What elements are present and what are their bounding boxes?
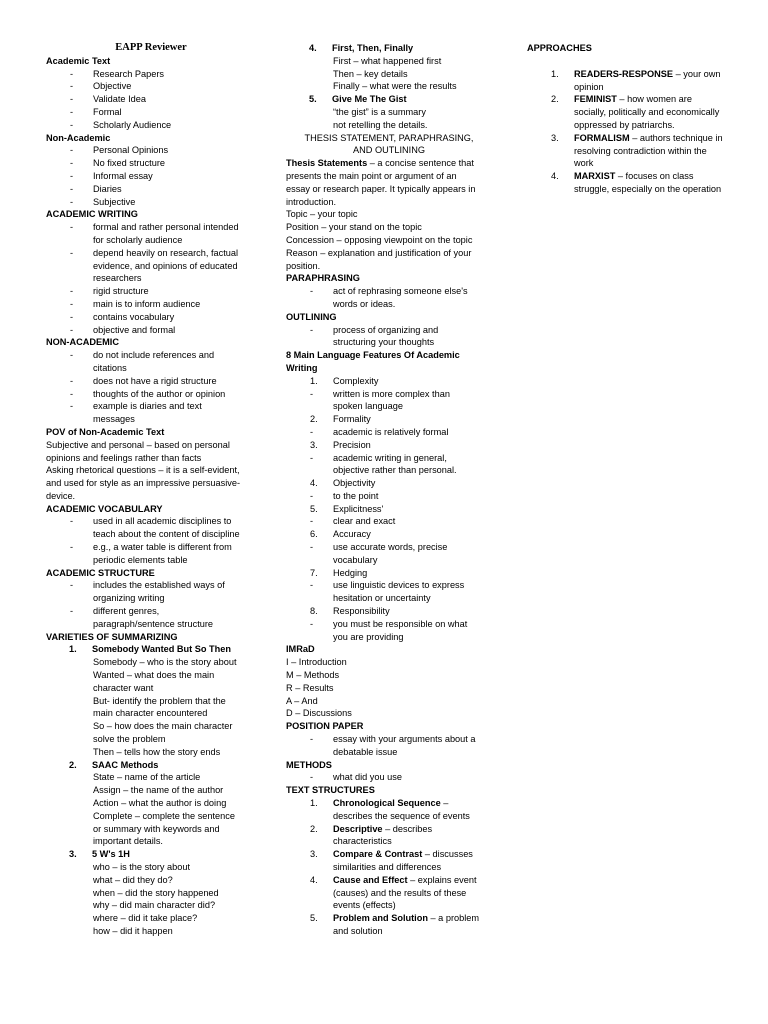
sub-line: when – did the story happened [93,887,219,898]
feature-item [286,605,482,618]
item-title: First, Then, Finally [332,43,414,53]
feature-description: - use accurate words, precise vocabulary [286,541,482,567]
item-number: 1. [69,644,77,655]
item-title: 5 W's 1H [92,849,130,860]
feature-name: Complexity [333,375,379,386]
thesis-line: Position – your stand on the topic [286,222,422,233]
imrad-line: R – Results [286,682,334,693]
item-number: 3. [551,132,559,143]
item-number: 4. [551,171,559,182]
heading-academic-text: Academic Text [46,55,111,66]
feature-name: Explicitness' [333,503,384,514]
heading-paraphrasing: PARAPHRASING [286,273,360,284]
structure-term: Compare & Contrast [333,849,423,860]
list-item: - Research Papers [46,68,242,81]
sub-line: Then – tells how the story ends [93,746,221,757]
approach-description: – your own opinion [574,68,721,92]
heading-academic-structure: ACADEMIC STRUCTURE [46,567,155,578]
item-number: 3. [310,849,318,860]
structure-description: – describes the sequence of events [333,798,470,821]
heading-language-features: 8 Main Language Features Of Academic Writing [286,350,460,373]
feature-name: Responsibility [333,606,390,617]
numbered-item [286,42,482,55]
feature-description: - academic writing in general, objective rather than personal. [286,452,482,478]
list-item: - No fixed structure [46,157,242,170]
numbered-item [46,643,242,656]
sub-line: Wanted – what does the main character want [93,670,215,693]
list-item: - essay with your arguments about a debatable issue [286,733,482,759]
sub-line: But- identify the problem that the main character encountered [93,695,226,719]
structure-term: Cause and Effect [333,874,408,885]
list-item: - contains vocabulary [46,311,242,324]
imrad-line: A – And [286,695,318,706]
heading-pov: POV of Non-Academic Text [46,426,165,437]
feature-name: Objectivity [333,478,376,489]
approach-item [527,132,723,170]
heading-approaches: APPROACHES [527,43,592,53]
imrad-line: D – Discussions [286,708,352,719]
list-item: - Validate Idea [46,93,242,106]
numbered-item [286,93,482,106]
list-item: - different genres, paragraph/sentence structure [46,605,242,631]
structure-description: – discusses similarities and differences [333,849,473,872]
item-number: 5. [310,913,318,924]
imrad-line: M – Methods [286,670,340,681]
item-number: 6. [310,529,318,540]
item-title: Give Me The Gist [332,94,407,105]
structure-description: – explains event (causes) and the results of these events (effects) [333,874,477,911]
item-title: SAAC Methods [92,759,159,770]
thesis-line: Reason – explanation and justification of your position. [286,247,472,271]
list-item: - objective and formal [46,324,242,337]
spacer [527,55,723,68]
list-item: - Formal [46,106,242,119]
section-heading-thesis: THESIS STATEMENT, PARAPHRASING, AND OUTLINING [304,132,474,156]
structure-description: – a problem and solution [333,913,480,936]
list-item: - Personal Opinions [46,144,242,157]
sub-line: Assign – the name of the author [93,785,224,796]
item-number: 3. [310,439,318,450]
approach-description: – focuses on class struggle, especially on the operation [574,171,722,194]
list-item: - Scholarly Audience [46,119,242,132]
item-number: 2. [310,823,318,834]
heading-outlining: OUTLINING [286,311,337,322]
list-item: - process of organizing and structuring your thoughts [286,324,482,350]
column-2 [286,42,482,938]
item-number: 5. [310,503,318,514]
sub-line: how – did it happen [93,925,173,936]
sub-line: Complete – complete the sentence or summary with keywords and important details. [93,810,235,847]
sub-line: State – name of the article [93,772,201,783]
sub-line: First – what happened first [333,55,442,66]
item-number: 7. [310,567,318,578]
approach-description: – authors technique in resolving contradiction within the work [574,132,723,169]
list-item: - thoughts of the author or opinion [46,388,242,401]
structure-item [286,912,482,938]
thesis-definition: – a concise sentence that presents the main point or argument of an essay or research paper. It typically appears in introduction. [286,158,476,207]
item-number: 2. [310,414,318,425]
feature-name: Hedging [333,567,368,578]
list-item: - what did you use [286,771,482,784]
feature-item [286,375,482,388]
feature-description: - you must be responsible on what you are providing [286,618,482,644]
list-item: - example is diaries and text messages [46,400,242,426]
list-item: - does not have a rigid structure [46,375,242,388]
numbered-item [46,759,242,772]
item-title: Somebody Wanted But So Then [92,644,232,655]
heading-academic-vocabulary: ACADEMIC VOCABULARY [46,503,163,514]
approach-term: FEMINIST [574,94,617,105]
item-number: 8. [310,606,318,617]
structure-term: Chronological Sequence [333,798,441,809]
sub-line: Finally – what were the results [333,81,457,92]
structure-term: Descriptive [333,823,383,834]
sub-line: Somebody – who is the story about [93,657,237,668]
structure-item [286,874,482,912]
list-item: - rigid structure [46,285,242,298]
approach-item [527,93,723,131]
item-number: 2. [551,94,559,105]
item-number: 4. [309,43,317,53]
item-number: 2. [69,759,77,770]
list-item: - includes the established ways of organizing writing [46,579,242,605]
list-item: - Informal essay [46,170,242,183]
paragraph: Asking rhetorical questions – it is a self-evident, and used for style as an impressive persuasive-device. [46,465,241,501]
feature-item [286,503,482,516]
item-number: 3. [69,849,77,860]
feature-name: Accuracy [333,529,371,540]
list-item: - used in all academic disciplines to teach about the content of discipline [46,515,242,541]
heading-non-academic-caps: NON-ACADEMIC [46,337,119,348]
approach-item [527,68,723,94]
list-item: - Diaries [46,183,242,196]
item-number: 4. [310,478,318,489]
item-number: 5. [309,94,317,105]
sub-line: So – how does the main character solve the problem [93,721,233,745]
approach-item [527,170,723,196]
column-1 [46,42,242,938]
paragraph: Subjective and personal – based on personal opinions and feelings rather than facts [46,439,230,463]
thesis-term: Thesis Statements [286,158,368,169]
approach-term: READERS-RESPONSE [574,68,674,79]
sub-line: Then – key details [333,68,408,79]
heading-text-structures: TEXT STRUCTURES [286,785,375,796]
list-item: - depend heavily on research, factual evidence, and opinions of educated researchers [46,247,242,285]
heading-methods: METHODS [286,759,332,770]
sub-line: why – did main character did? [93,900,216,911]
list-item: - e.g., a water table is different from periodic elements table [46,541,242,567]
heading-imrad: IMRaD [286,644,315,655]
sub-line: what – did they do? [93,874,173,885]
feature-name: Precision [333,439,371,450]
column-3 [527,42,723,196]
list-item: - do not include references and citations [46,349,242,375]
sub-line: where – did it take place? [93,913,198,924]
list-item: - Subjective [46,196,242,209]
list-item: - main is to inform audience [46,298,242,311]
document-title: EAPP Reviewer [115,42,187,53]
structure-item [286,797,482,823]
feature-description: - use linguistic devices to express hesitation or uncertainty [286,579,482,605]
list-item: - act of rephrasing someone else's words or ideas. [286,285,482,311]
heading-academic-writing: ACADEMIC WRITING [46,209,138,220]
item-number: 1. [310,375,318,386]
heading-position-paper: POSITION PAPER [286,721,364,732]
heading-non-academic: Non-Academic [46,132,111,143]
approach-term: FORMALISM [574,132,630,143]
imrad-line: I – Introduction [286,657,347,668]
feature-name: Formality [333,414,371,425]
approach-description: – how women are socially, politically and economically oppressed by patriarchs. [574,94,720,130]
feature-item [286,567,482,580]
sub-line: who – is the story about [93,862,191,872]
list-item: - formal and rather personal intended for scholarly audience [46,221,242,247]
heading-varieties: VARIETIES OF SUMMARIZING [46,631,178,642]
feature-description: - academic is relatively formal [286,426,482,439]
structure-term: Problem and Solution [333,913,428,924]
structure-item [286,848,482,874]
structure-item [286,823,482,849]
item-number: 1. [310,798,318,809]
feature-description: - clear and exact [286,515,482,528]
feature-item [286,477,482,490]
item-number: 1. [551,68,559,79]
thesis-line: Concession – opposing viewpoint on the topic [286,234,473,245]
list-item: - Objective [46,80,242,93]
item-number: 4. [310,874,318,885]
thesis-line: Topic – your topic [286,209,358,220]
feature-item [286,439,482,452]
structure-description: – describes characteristics [333,823,433,847]
feature-item [286,528,482,541]
feature-description: - to the point [286,490,482,503]
sub-line: “the gist” is a summary not retelling the details. [333,106,428,130]
feature-description: - written is more complex than spoken language [286,388,482,414]
sub-line: Action – what the author is doing [93,798,227,809]
feature-item [286,413,482,426]
numbered-item [46,848,242,861]
thesis-paragraph [286,157,482,208]
approach-term: MARXIST [574,171,616,182]
